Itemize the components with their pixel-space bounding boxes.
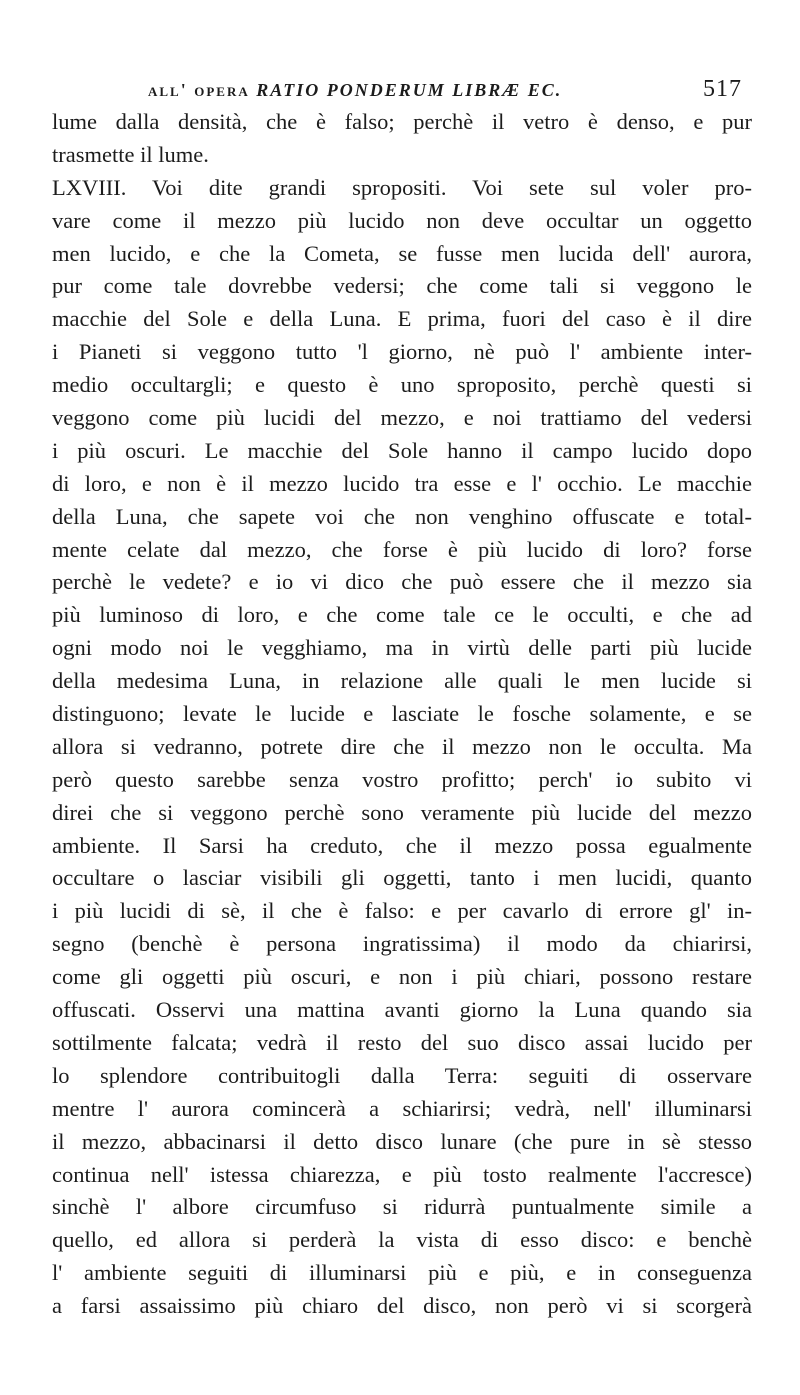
text-line: come gli oggetti più oscuri, e non i più chiari, possono restare: [52, 964, 752, 990]
text-line: quello, ed allora si perderà la vista di esso disco: e benchè: [52, 1227, 752, 1253]
text-line: i più lucidi di sè, il che è falso: e per cavarlo di errore gl' in-: [52, 898, 752, 924]
text-line: ambiente. Il Sarsi ha creduto, che il mezzo possa egualmente: [52, 832, 752, 858]
text-line: direi che si veggono perchè sono veramente più lucide del mezzo: [52, 799, 752, 825]
text-line: occultare o lasciar visibili gli oggetti, tanto i men lucidi, quanto: [52, 865, 752, 891]
text-line: trasmette il lume.: [52, 141, 209, 167]
text-line: offuscati. Osservi una mattina avanti giorno la Luna quando sia: [52, 997, 752, 1023]
text-line: di loro, e non è il mezzo lucido tra esse e l' occhio. Le macchie: [52, 470, 752, 496]
text-line: lo splendore contribuitogli dalla Terra: seguiti di osservare: [52, 1062, 752, 1088]
text-line: mentre l' aurora comincerà a schiarirsi; vedrà, nell' illuminarsi: [52, 1095, 752, 1121]
text-line: ogni modo noi le vegghiamo, ma in virtù delle parti più lucide: [52, 635, 752, 661]
text-line: della Luna, che sapete voi che non venghino offuscate e total-: [52, 503, 752, 529]
text-line: il mezzo, abbacinarsi il detto disco lunare (che pure in sè stesso: [52, 1128, 752, 1154]
text-line: distinguono; levate le lucide e lasciate le fosche solamente, e se: [52, 701, 752, 727]
text-line: medio occultargli; e questo è uno sproposito, perchè questi si: [52, 372, 752, 398]
text-line: LXVIII. Voi dite grandi spropositi. Voi sete sul voler pro-: [52, 174, 752, 200]
text-line: mente celate dal mezzo, che forse è più lucido di loro? forse: [52, 536, 752, 562]
text-line: men lucido, e che la Cometa, se fusse men lucida dell' aurora,: [52, 240, 752, 266]
running-head-title: RATIO PONDERUM LIBRÆ EC.: [256, 80, 563, 100]
text-line: i Pianeti si veggono tutto 'l giorno, nè può l' ambiente inter-: [52, 339, 752, 365]
body-text: [52, 106, 752, 1323]
text-line: pur come tale dovrebbe vedersi; che come tali si veggono le: [52, 273, 752, 299]
text-line: continua nell' istessa chiarezza, e più tosto realmente l'accresce): [52, 1161, 752, 1187]
text-line: della medesima Luna, in relazione alle quali le men lucide si: [52, 668, 752, 694]
running-head: [148, 80, 654, 101]
text-line: lume dalla densità, che è falso; perchè il vetro è denso, e pur: [52, 109, 752, 134]
text-line: però questo sarebbe senza vostro profitto; perch' io subito vi: [52, 766, 752, 792]
text-line: i più oscuri. Le macchie del Sole hanno il campo lucido dopo: [52, 437, 752, 463]
text-line: a farsi assaissimo più chiaro del disco, non però vi si scorgerà: [52, 1293, 752, 1319]
text-line: allora si vedranno, potrete dire che il mezzo non le occulta. Ma: [52, 733, 752, 759]
text-line: segno (benchè è persona ingratissima) il modo da chiarirsi,: [52, 931, 752, 957]
text-line: macchie del Sole e della Luna. E prima, fuori del caso è il dire: [52, 306, 752, 332]
text-line: perchè le vedete? e io vi dico che può essere che il mezzo sia: [52, 569, 752, 595]
text-line: l' ambiente seguiti di illuminarsi più e più, e in conseguenza: [52, 1260, 752, 1286]
page-number: 517: [703, 76, 742, 102]
text-line: sinchè l' albore circumfuso si ridurrà puntualmente simile a: [52, 1194, 752, 1220]
text-line: più luminoso di loro, e che come tale ce le occulti, e che ad: [52, 602, 752, 628]
text-line: sottilmente falcata; vedrà il resto del suo disco assai lucido per: [52, 1029, 752, 1055]
text-line: veggono come più lucidi del mezzo, e noi trattiamo del vedersi: [52, 405, 752, 431]
running-head-prefix: all' opera: [148, 80, 250, 100]
text-line: vare come il mezzo più lucido non deve occultar un oggetto: [52, 207, 752, 233]
